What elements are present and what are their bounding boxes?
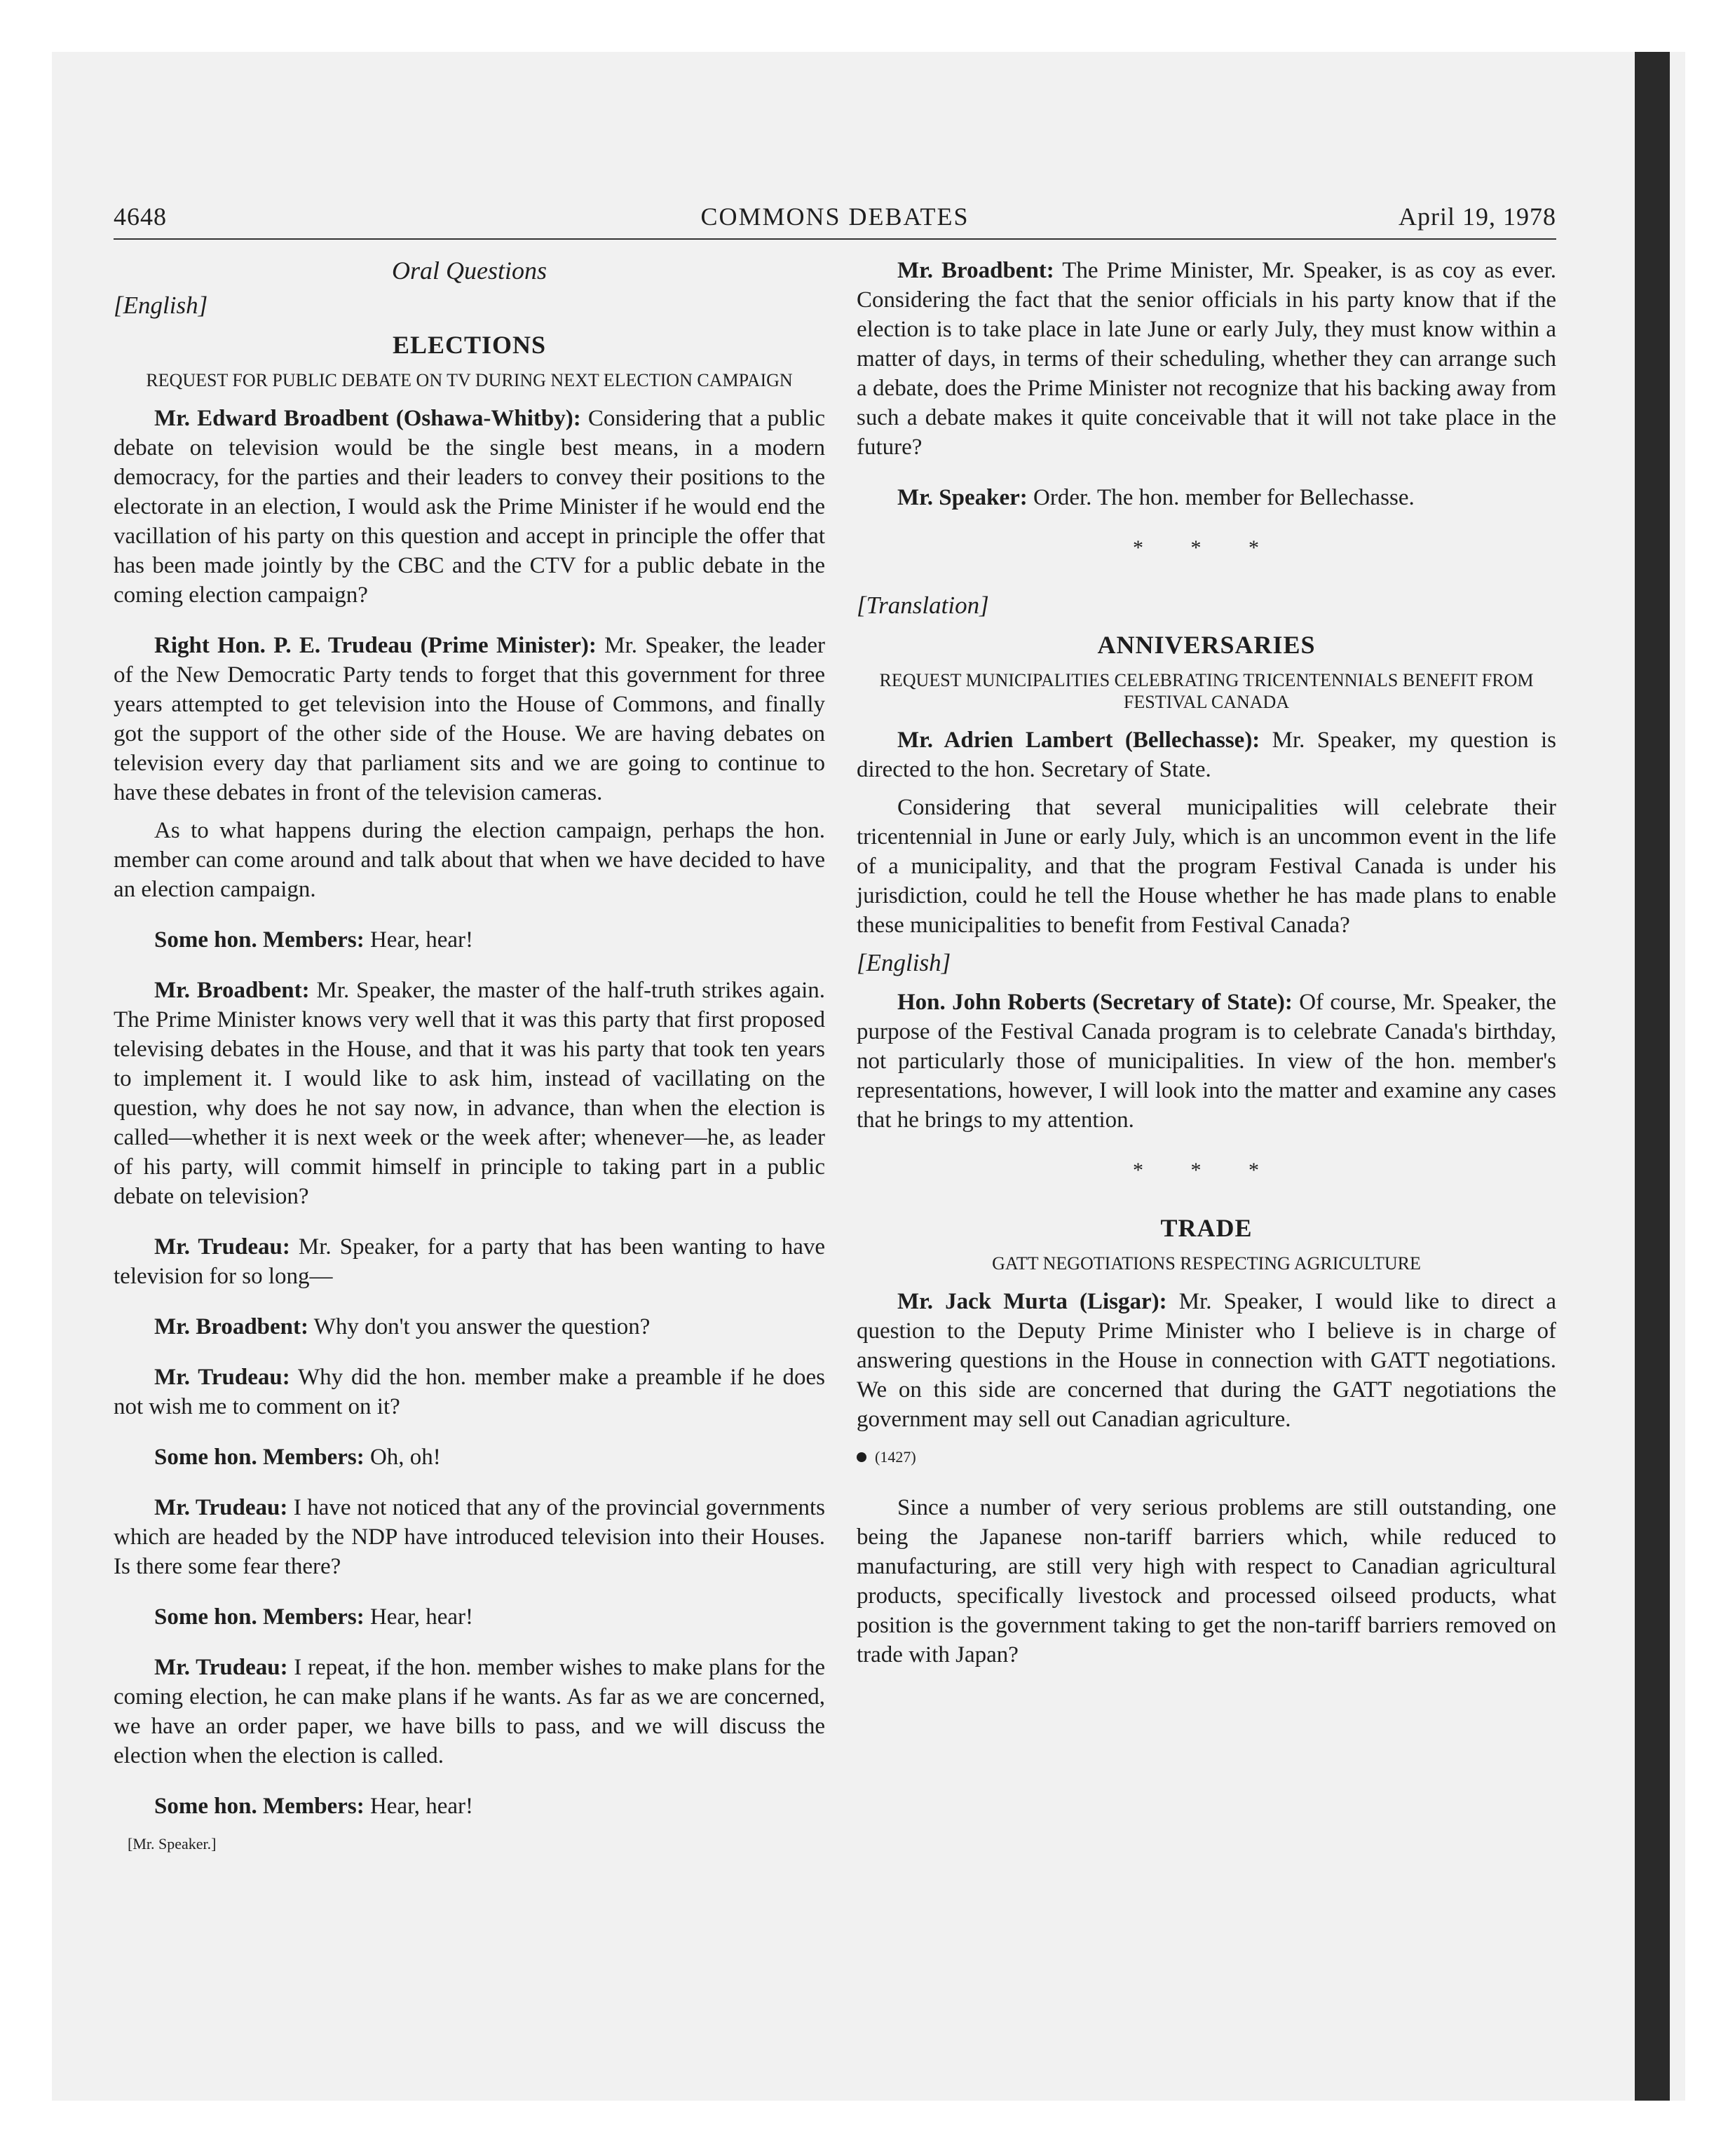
bullet-icon xyxy=(857,1452,866,1462)
language-tag: [English] xyxy=(114,292,208,319)
speaker-name: Mr. Broadbent: xyxy=(154,978,310,1003)
speaker-name: Mr. Broadbent: xyxy=(897,258,1054,283)
speech-paragraph xyxy=(114,816,825,904)
publication-title: COMMONS DEBATES xyxy=(700,203,969,231)
speech-text: As to what happens during the election campaign, perhaps the hon. member can come around and talk about that when we have decided to have an election campaign. xyxy=(114,818,825,902)
time-marker xyxy=(857,1442,1556,1472)
subheading-tricentennials: REQUEST MUNICIPALITIES CELEBRATING TRICENTENNIALS BENEFIT FROM FESTIVAL CANADA xyxy=(879,670,1534,712)
section-name: Oral Questions xyxy=(391,257,547,285)
speaker-name: Mr. Trudeau: xyxy=(154,1234,290,1260)
speech-paragraph xyxy=(857,483,1556,512)
speech-paragraph xyxy=(114,1493,825,1581)
speech-paragraph xyxy=(114,1792,825,1821)
issue-date: April 19, 1978 xyxy=(1399,203,1556,231)
speech-text: Mr. Speaker, my question is directed to the hon. Secretary of State. xyxy=(857,728,1556,782)
speech-text: Why don't you answer the question? xyxy=(308,1314,651,1339)
left-column xyxy=(114,256,825,1859)
speaker-name: Some hon. Members: xyxy=(154,927,365,953)
speaker-name: Mr. Adrien Lambert (Bellechasse): xyxy=(897,728,1260,753)
language-tag: [Translation] xyxy=(857,592,989,619)
speech-text: The Prime Minister, Mr. Speaker, is as coy as ever. Considering the fact that the senior officials in his party know that if the election is to take place in late June or early July, they must know within a matter of days, in terms of their scheduling, whether they can arrange such a debate, does the Prime Minister not recognize that his backing away from such a debate makes it quite conceivable that it will not take place in the future? xyxy=(857,258,1556,460)
scan-edge-bar xyxy=(1635,52,1670,2101)
speaker-name: Mr. Jack Murta (Lisgar): xyxy=(897,1289,1167,1314)
speech-paragraph xyxy=(114,976,825,1211)
speech-text: Oh, oh! xyxy=(364,1445,441,1470)
speech-text: Considering that several municipalities will celebrate their tricentennial in June or early July, which is an uncommon event in the life of a municipality, and that the program Festival Canada is under his jurisdiction, could he tell the House whether he has made plans to enable these municipalities to benefit from Festival Canada? xyxy=(857,795,1556,938)
speaker-name: Mr. Trudeau: xyxy=(154,1495,288,1520)
speech-text: Of course, Mr. Speaker, the purpose of the Festival Canada program is to celebrate Canada's birthday, not particularly those of municipalities. In view of the hon. member's representations, however, I will look into the matter and examine any cases that he brings to my attention. xyxy=(857,990,1556,1133)
speech-text: Mr. Speaker, for a party that has been wanting to have television for so long— xyxy=(114,1234,825,1289)
heading-trade: TRADE xyxy=(1160,1214,1253,1242)
speech-text: Why did the hon. member make a preamble if he does not wish me to comment on it? xyxy=(114,1365,826,1419)
speech-paragraph xyxy=(857,988,1556,1135)
speech-text: Hear, hear! xyxy=(364,1794,474,1819)
running-header xyxy=(114,202,1556,240)
speech-text: Mr. Speaker, the leader of the New Democratic Party tends to forget that this government for three years attempted to get television into the House of Commons, and finally got the support of the other side of the House. We are having debates on television every day that parliament sits and we are going to continue to have these debates in front of the television cameras. xyxy=(114,633,825,805)
subheading-gatt: GATT NEGOTIATIONS RESPECTING AGRICULTURE xyxy=(992,1253,1421,1274)
speech-text: Mr. Speaker, the master of the half-truth strikes again. The Prime Minister knows very well that it was this party that first proposed televising debates in the House, and that it was his party that took ten years to implement it. I would like to ask him, instead of vacillating on the question, why does he not say now, in advance, than when the election is called—whether it is next week or the week after; whenever—he, as leader of his party, will commit himself in principle to taking part in a public debate on television? xyxy=(114,978,826,1209)
speaker-name: Mr. Edward Broadbent (Oshawa-Whitby): xyxy=(154,406,581,431)
speech-text: Since a number of very serious problems are still outstanding, one being the Japanese non-tariff barriers which, while reduced to manufacturing, are still very high with respect to Canadian agricultural products, specifically livestock and processed oilseed products, what position is the government taking to get the non-tariff barriers removed on trade with Japan? xyxy=(857,1495,1556,1667)
right-column xyxy=(857,256,1556,1691)
speaker-name: Mr. Speaker: xyxy=(897,485,1028,510)
subheading-public-debate: REQUEST FOR PUBLIC DEBATE ON TV DURING NEXT ELECTION CAMPAIGN xyxy=(146,370,793,390)
speaker-name: Some hon. Members: xyxy=(154,1604,365,1630)
speech-paragraph xyxy=(857,1287,1556,1434)
speech-paragraph xyxy=(114,1363,825,1421)
speech-text: Mr. Speaker, I would like to direct a question to the Deputy Prime Minister who I believe is in charge of answering questions in the House in connection with GATT negotiations. We on this side are concerned that during the GATT negotiations the government may sell out Canadian agriculture. xyxy=(857,1289,1556,1432)
section-divider: * * * xyxy=(1133,536,1280,559)
speech-text: Order. The hon. member for Bellechasse. xyxy=(1027,485,1415,510)
speech-paragraph xyxy=(114,1312,825,1342)
speech-paragraph xyxy=(857,725,1556,784)
speaker-name: Some hon. Members: xyxy=(154,1794,365,1819)
speaker-name: Mr. Trudeau: xyxy=(154,1365,290,1390)
speech-paragraph xyxy=(114,1602,825,1632)
section-divider: * * * xyxy=(1133,1159,1280,1182)
speech-text: Considering that a public debate on television would be the single best means, in a modern democracy, for the parties and their leaders to convey their positions to the electorate in an election, I would ask the Prime Minister if he would end the vacillation of his party on this question and accept in principle the offer that has been made jointly by the CBC and the CTV for a public debate in the coming election campaign? xyxy=(114,406,825,608)
heading-elections: ELECTIONS xyxy=(392,331,547,359)
speaker-name: Mr. Broadbent: xyxy=(154,1314,309,1339)
speech-paragraph xyxy=(857,793,1556,940)
time-marker-label: (1427) xyxy=(875,1448,916,1466)
speech-paragraph xyxy=(114,404,825,610)
speech-paragraph xyxy=(114,1653,825,1770)
speaker-name: Some hon. Members: xyxy=(154,1445,365,1470)
page-number: 4648 xyxy=(114,203,167,231)
speech-paragraph xyxy=(114,925,825,955)
speaker-note: [Mr. Speaker.] xyxy=(128,1835,217,1853)
heading-anniversaries: ANNIVERSARIES xyxy=(1097,631,1316,659)
speech-text: I repeat, if the hon. member wishes to make plans for the coming election, he can make plans if he wants. As far as we are concerned, we have an order paper, we have bills to pass, and we will discuss the election when the election is called. xyxy=(114,1655,825,1768)
speaker-name: Mr. Trudeau: xyxy=(154,1655,288,1680)
speech-paragraph xyxy=(114,1442,825,1472)
language-tag: [English] xyxy=(857,949,951,976)
speech-paragraph xyxy=(857,256,1556,462)
speech-paragraph xyxy=(857,1493,1556,1670)
speech-paragraph xyxy=(114,1232,825,1291)
speaker-name: Hon. John Roberts (Secretary of State): xyxy=(897,990,1293,1015)
speech-text: Hear, hear! xyxy=(364,1604,474,1630)
speaker-name: Right Hon. P. E. Trudeau (Prime Minister): xyxy=(154,633,597,658)
speech-text: Hear, hear! xyxy=(364,927,474,953)
speech-paragraph xyxy=(114,631,825,807)
speech-text: I have not noticed that any of the provincial governments which are headed by the NDP have introduced television into their Houses. Is there some fear there? xyxy=(114,1495,825,1579)
